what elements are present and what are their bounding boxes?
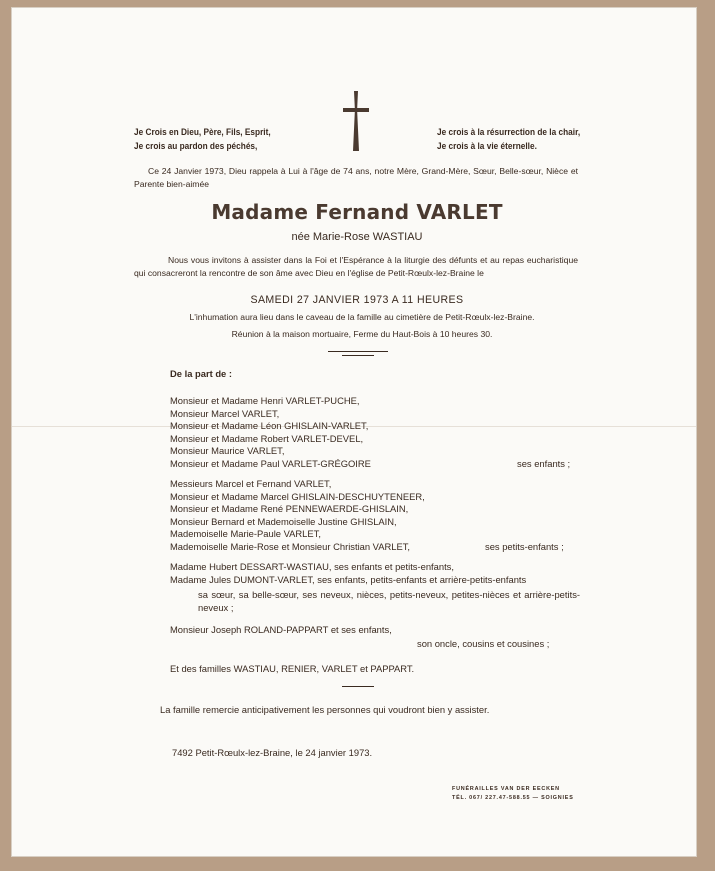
- funeral-home: [452, 785, 574, 803]
- creed-left-line: Je Crois en Dieu, Père, Fils, Esprit,: [134, 127, 271, 137]
- funeral-home-phone: TÉL. 067/ 227.47-588.55 — SOIGNIES: [452, 795, 574, 801]
- families-line: Et des familles WASTIAU, RENIER, VARLET et PAPPART.: [170, 663, 415, 674]
- list-item: Monsieur et Madame Henri VARLET-PUCHE,: [170, 395, 360, 406]
- de-la-part-heading: De la part de :: [170, 368, 232, 379]
- invitation-text: Nous vous invitons à assister dans la Foi et l'Espérance à la liturgie des défunts et au repas eucharistique qui consacreront la rencontre de son âme avec Dieu en l'église de Petit-Rœulx-lez-Braine le: [134, 255, 578, 278]
- sisters-block: [170, 561, 526, 586]
- divider: [328, 351, 388, 352]
- creed-left-line: Je crois au pardon des péchés,: [134, 141, 258, 151]
- place-date: 7492 Petit-Rœulx-lez-Braine, le 24 janvier 1973.: [172, 747, 373, 758]
- children-label: ses enfants ;: [517, 458, 571, 469]
- funeral-home-name: FUNÉRAILLES VAN DER EECKEN: [452, 786, 560, 792]
- creed-right-line: Je crois à la résurrection de la chair,: [437, 127, 581, 137]
- maiden-name: née Marie-Rose WASTIAU: [291, 231, 423, 243]
- uncle-line: Monsieur Joseph ROLAND-PAPPART et ses enfants,: [170, 624, 392, 635]
- list-item: Monsieur et Madame Léon GHISLAIN-VARLET,: [170, 420, 369, 432]
- meeting-info: Réunion à la maison mortuaire, Ferme du Haut-Bois à 10 heures 30.: [231, 329, 493, 339]
- list-item: Madame Hubert DESSART-WASTIAU, ses enfants et petits-enfants,: [170, 561, 454, 572]
- sisters-label: sa sœur, sa belle-sœur, ses neveux, nièces, petits-neveux, petites-nièces et arrière-petits-neveux ;: [198, 589, 580, 613]
- thanks-text: La famille remercie anticipativement les personnes qui voudront bien y assister.: [160, 704, 490, 715]
- obituary-card: [12, 8, 696, 856]
- creed-right-line: Je crois à la vie éternelle.: [437, 141, 537, 151]
- cross-icon: [342, 91, 370, 151]
- list-item: Messieurs Marcel et Fernand VARLET,: [170, 478, 332, 489]
- children-list: [170, 395, 371, 471]
- list-item: Madame Jules DUMONT-VARLET, ses enfants, petits-enfants et arrière-petits-enfants: [170, 573, 527, 585]
- list-item: Mademoiselle Marie-Rose et Monsieur Christian VARLET,: [170, 540, 411, 552]
- deceased-name: Madame Fernand VARLET: [211, 200, 503, 224]
- burial-info: L'inhumation aura lieu dans le caveau de la famille au cimetière de Petit-Rœulx-lez-Braine.: [189, 312, 535, 322]
- list-item: Monsieur Marcel VARLET,: [170, 407, 280, 419]
- list-item: Mademoiselle Marie-Paule VARLET,: [170, 528, 321, 540]
- list-item: Monsieur et Madame Paul VARLET-GRÉGOIRE: [170, 457, 371, 469]
- grandchildren-label: ses petits-enfants ;: [485, 541, 564, 552]
- creed-right: [437, 125, 580, 153]
- grandchildren-list: [170, 478, 425, 554]
- list-item: Monsieur et Madame Marcel GHISLAIN-DESCHUYTENEER,: [170, 490, 425, 502]
- list-item: Monsieur Bernard et Mademoiselle Justine GHISLAIN,: [170, 515, 397, 527]
- divider: [342, 686, 374, 687]
- list-item: Monsieur Maurice VARLET,: [170, 445, 285, 457]
- uncle-label: son oncle, cousins et cousines ;: [417, 638, 550, 649]
- creed-left: [134, 125, 271, 153]
- divider: [342, 355, 374, 356]
- list-item: Monsieur et Madame René PENNEWAERDE-GHISLAIN,: [170, 503, 409, 515]
- announcement-text: Ce 24 Janvier 1973, Dieu rappela à Lui à l'âge de 74 ans, notre Mère, Grand-Mère, Sœur, Belle-sœur, Nièce et Parente bien-aimée: [134, 166, 578, 189]
- service-date: SAMEDI 27 JANVIER 1973 A 11 HEURES: [250, 294, 464, 306]
- list-item: Monsieur et Madame Robert VARLET-DEVEL,: [170, 432, 364, 444]
